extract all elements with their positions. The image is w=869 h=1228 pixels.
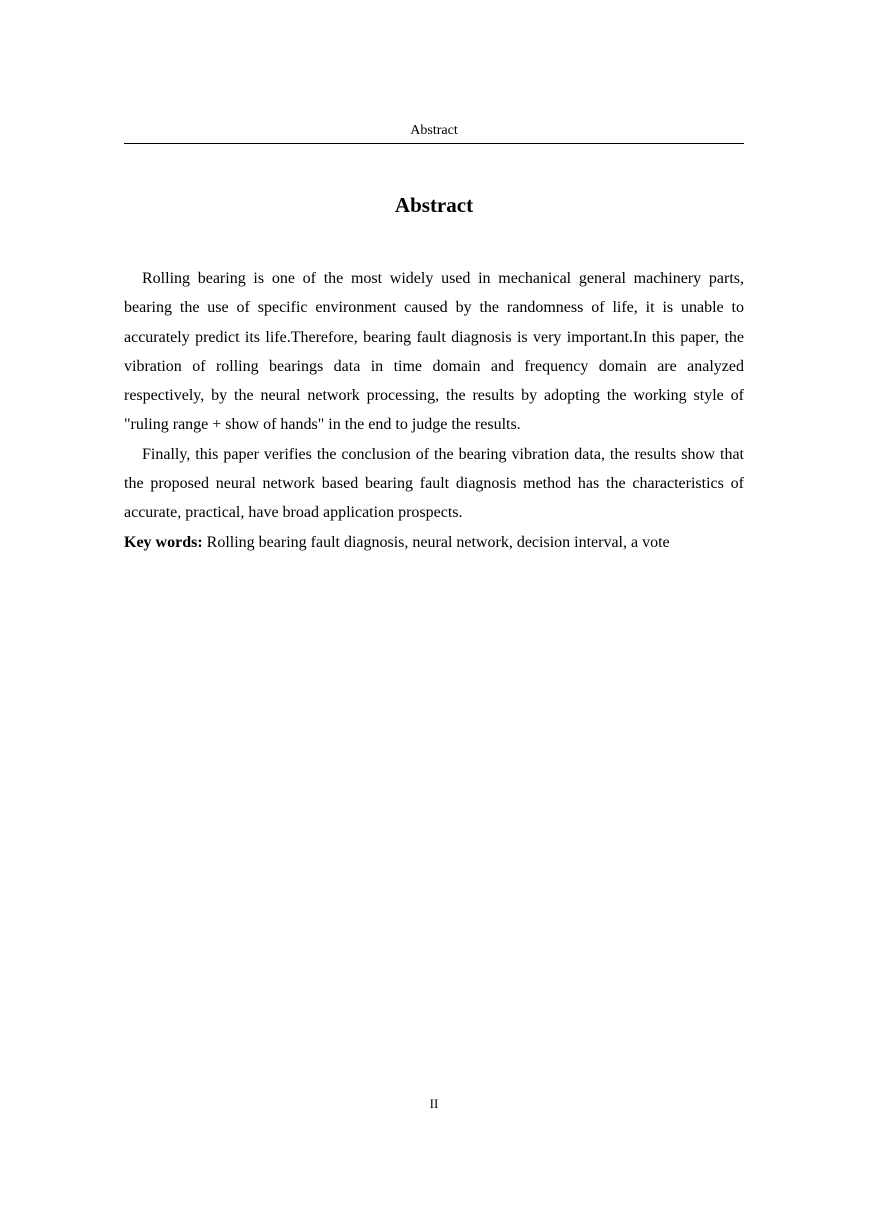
keywords-text: Rolling bearing fault diagnosis, neural network, decision interval, a vote [202,533,670,551]
keywords-line [124,528,744,557]
abstract-title: Abstract [394,193,474,217]
abstract-body [124,264,744,557]
keywords-label: Key words: [124,533,203,551]
page-number: II [429,1096,439,1111]
header-rule [124,143,744,144]
running-header: Abstract [410,123,458,138]
abstract-paragraph-1: Rolling bearing is one of the most widely used in mechanical general machinery parts, bearing the use of specific environment caused by the randomness of life, it is unable to accurately predict its life.Therefore, bearing fault diagnosis is very important.In this paper, the vibration of rolling bearings data in time domain and frequency domain are analyzed respectively, by the neural network processing, the results by adopting the working style of "ruling range + show of hands" in the end to judge the results. [124,270,744,434]
abstract-paragraph-2: Finally, this paper verifies the conclusion of the bearing vibration data, the results show that the proposed neural network based bearing fault diagnosis method has the characteristics of accurate, practical, have broad application prospects. [124,445,744,522]
